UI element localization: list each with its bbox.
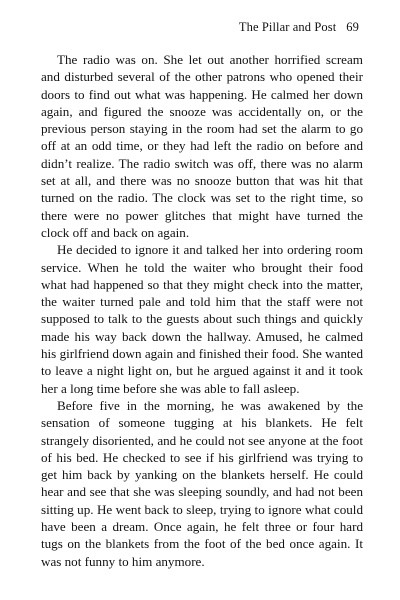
running-head-title: The Pillar and Post bbox=[238, 20, 337, 34]
paragraph: Before five in the morning, he was awakened by the sensation of someone tugging at his blankets. He felt strangely disoriented, and he could not see anyone at the foot of his bed. He checked to see if his girlfriend was trying to get him back by yanking on the blankets herself. He could hear and see that she was sleeping soundly, and had not been sitting up. He went back to sleep, trying to ignore what could have been a dream. Once again, he felt three or four hard tugs on the blankets from the foot of the bed once again. It was not funny to him anymore. bbox=[41, 397, 363, 569]
page-number: 69 bbox=[346, 20, 359, 34]
paragraph: The radio was on. She let out another horrified scream and disturbed several of the other patrons who opened their doors to find out what was happening. He calmed her down again, and figured the snooze was accidentally on, or the previous person staying in the room had set the alarm to go off at an odd time, or they had left the radio on before and didn’t realize. The radio switch was off, there was no alarm set at all, and there was no snooze button that was hit that turned on the radio. The clock was set to the right time, so there were no power glitches that might have turned the clock off and back on again. bbox=[41, 52, 363, 240]
running-head bbox=[239, 20, 359, 35]
paragraph: He decided to ignore it and talked her into ordering room service. When he told the waiter who brought their food what had happened so that they might check into the matter, the waiter turned pale and told him that the staff were not supposed to talk to the guests about such things and quickly made his way back down the hallway. Amused, he calmed his girlfriend down again and finished their food. She wanted to leave a night light on, but he argued against it and it took her a long time before she was able to fall asleep. bbox=[41, 242, 363, 396]
body-text bbox=[41, 51, 363, 570]
